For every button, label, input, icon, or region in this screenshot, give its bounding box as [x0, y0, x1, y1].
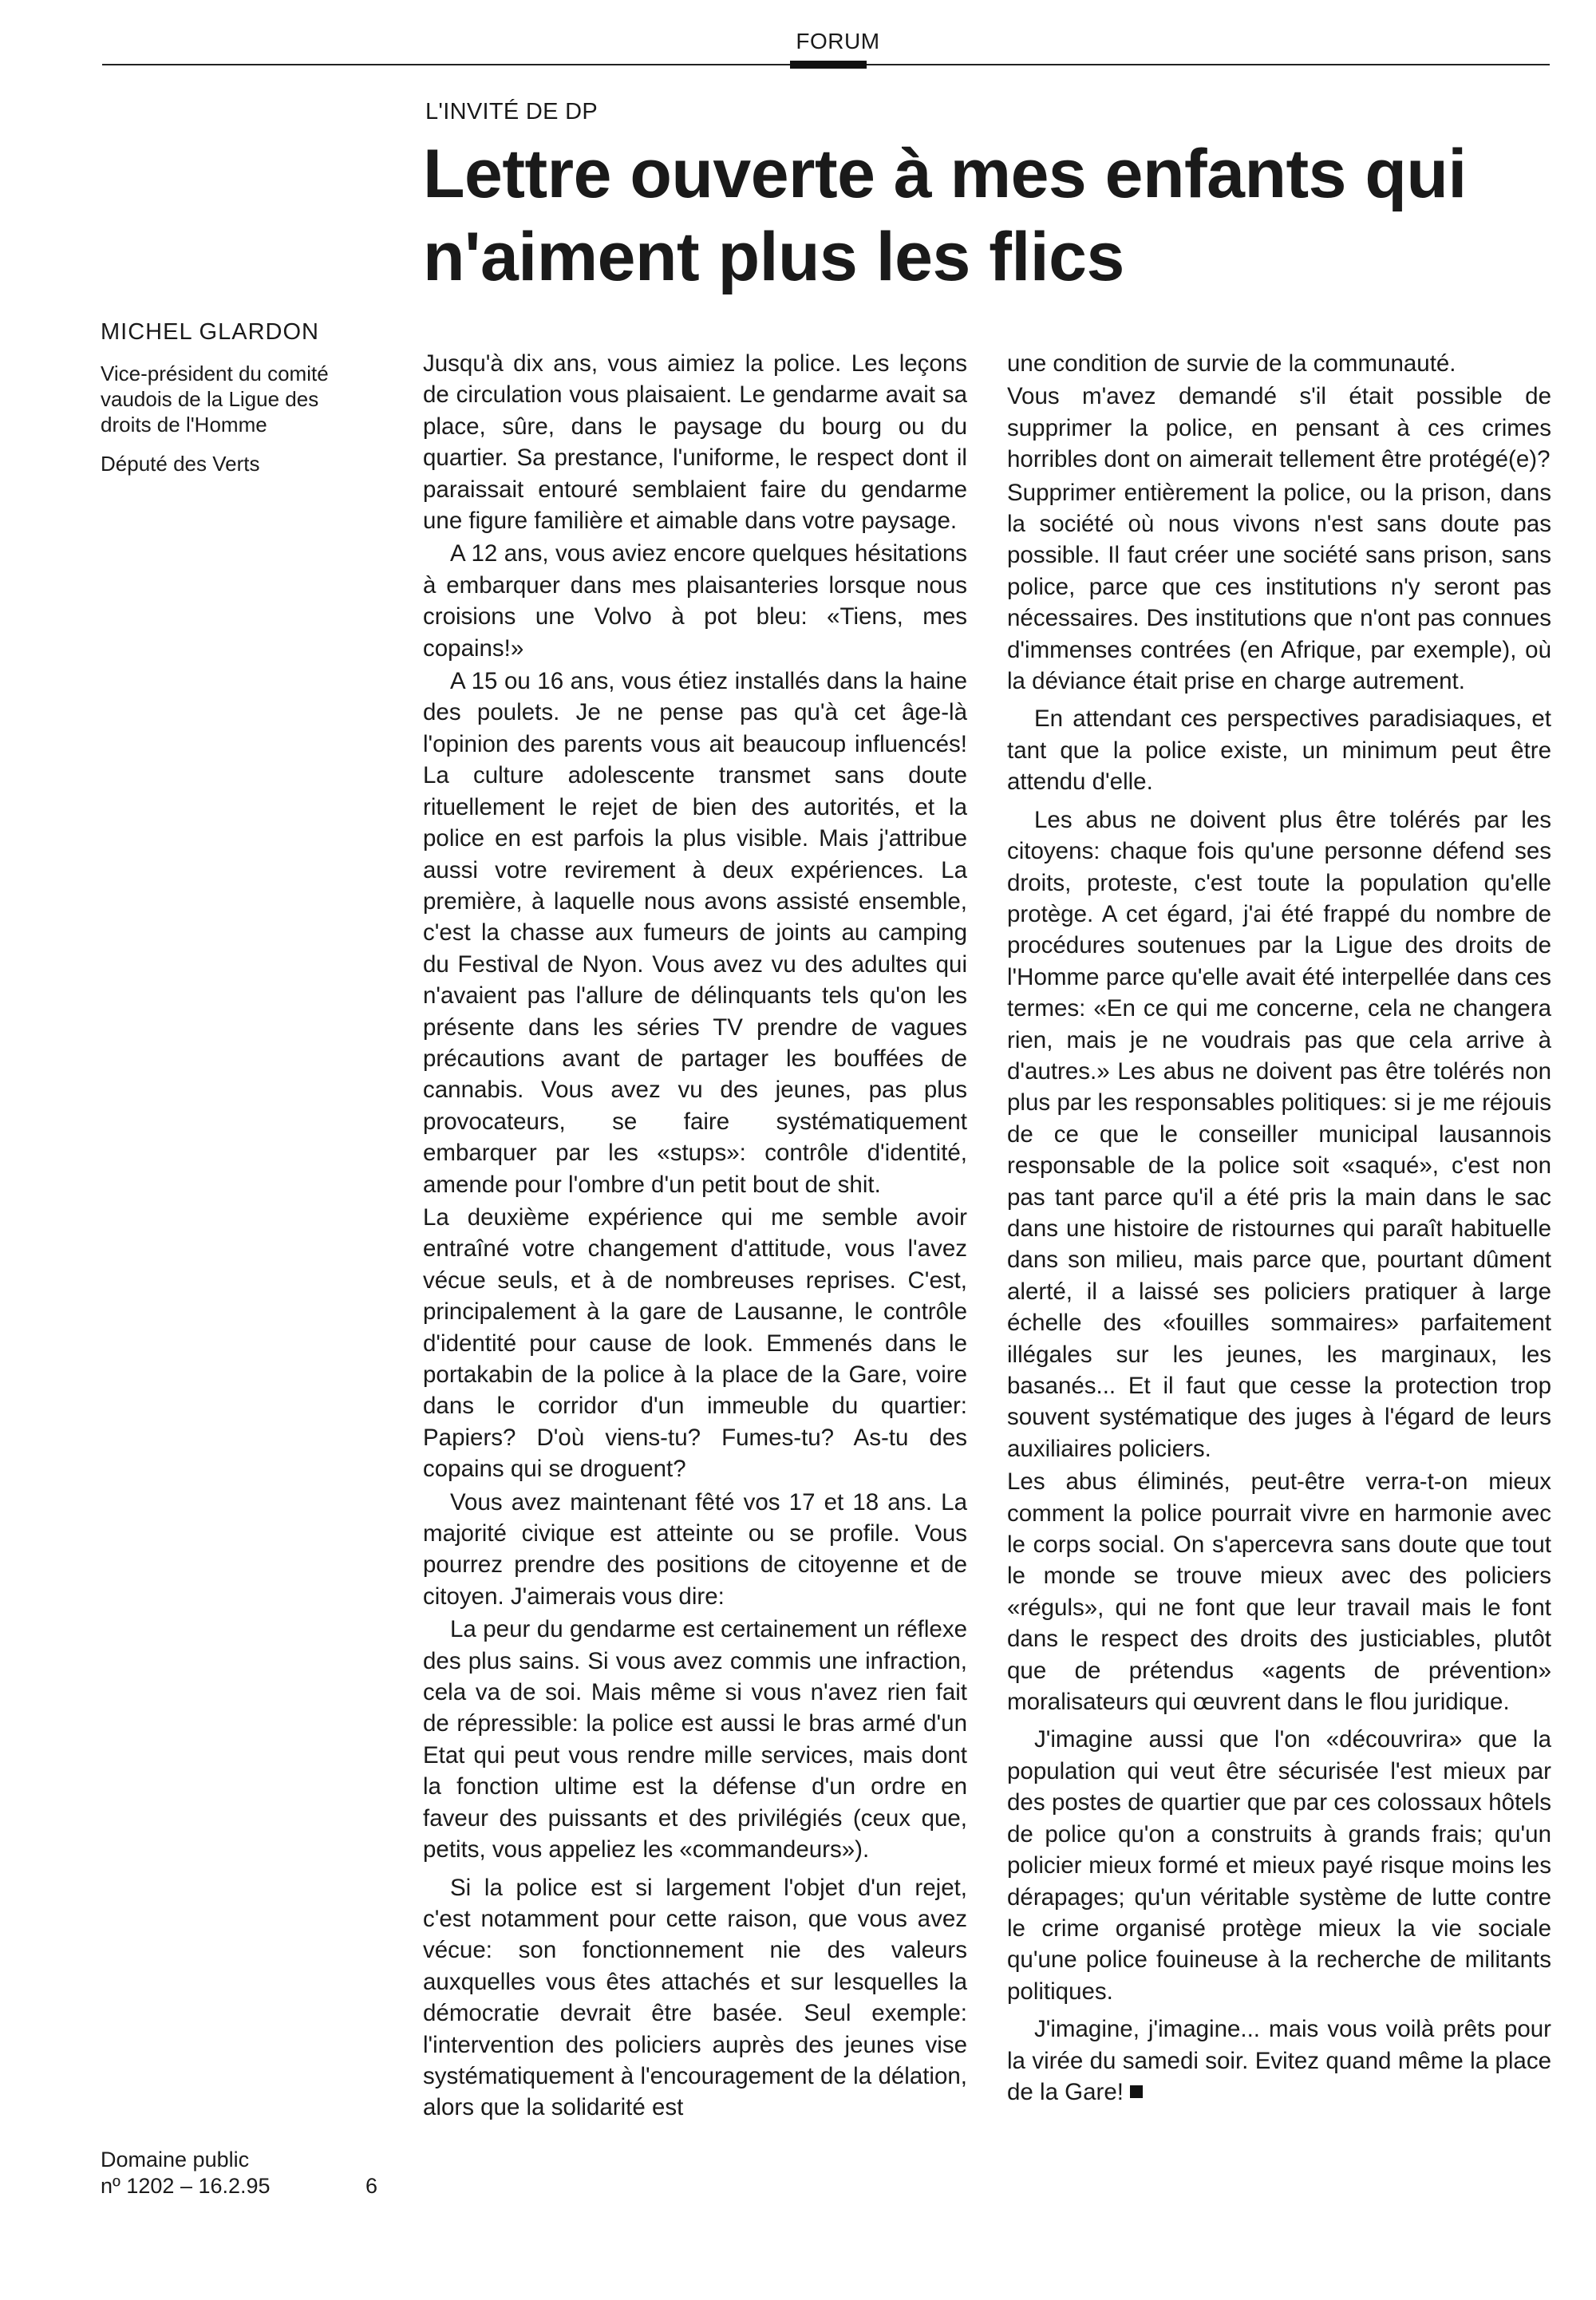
paragraph: Jusqu'à dix ans, vous aimiez la police. Les leçons de circulation vous plaisaient. Le gendarme avait sa place, sûre, dans le paysage du bourg ou du quartier. Sa prestance, l'uniforme, le respect dont il paraissait entouré semblaient faire du gendarme une figure familière et aimable dans votre paysage.: [423, 350, 967, 535]
article-column-1: [423, 348, 967, 2125]
author-role: Vice-président du comité vaudois de la Ligue des droits de l'Homme: [101, 362, 329, 437]
publication-issue: nº 1202 – 16.2.95: [101, 2174, 271, 2198]
article-column-2: [1007, 348, 1551, 2109]
paragraph: une condition de survie de la communauté.: [1007, 350, 1456, 377]
publication-name: Domaine public: [101, 2148, 250, 2172]
paragraph: Vous m'avez demandé s'il était possible de supprimer la police, en pensant à ces crimes horribles dont on aimerait tellement être protégé(e)?: [1007, 383, 1551, 473]
author-name: MICHEL GLARDON: [101, 319, 319, 345]
paragraph: En attendant ces perspectives paradisiaques, et tant que la police existe, un minimum peut être attendu d'elle.: [1007, 705, 1551, 796]
paragraph: La deuxième expérience qui me semble avoir entraîné votre changement d'attitude, vous l'avez vécue seuls, et à de nombreuses reprises. C'est, principalement à la gare de Lausanne, le contrôle d'identité pour cause de look. Emmenés dans le portakabin de la police à la place de la Gare, voire dans le corridor d'un immeuble du quartier: Papiers? D'où viens-tu? Fumes-tu? As-tu des copains qui se droguent?: [423, 1203, 967, 1483]
paragraph: Si la police est si largement l'objet d'un rejet, c'est notamment pour cette raison, que vous avez vécue: son fonctionnement nie des valeurs auxquelles vous êtes attachés et sur lesquelles la démocratie devrait être basée. Seul exemple: l'intervention des policiers auprès des jeunes vise systématiquement à l'encouragement de la délation, alors que la solidarité est: [423, 1874, 967, 2121]
paragraph: Supprimer entièrement la police, ou la prison, dans la société où nous vivons n'est sans doute pas possible. Il faut créer une société sans prison, sans police, parce que ces institutions n'y seront pas nécessaires. Des institutions que n'ont pas connues d'immenses contrées (en Afrique, par exemple), où la déviance était prise en charge autrement.: [1007, 479, 1551, 695]
paragraph: Les abus ne doivent plus être tolérés par les citoyens: chaque fois qu'une personne défend ses droits, proteste, c'est toute la population qu'elle protège. A cet égard, j'ai été frappé du nombre de procédures soutenues par la Ligue des droits de l'Homme parce qu'elle avait été interpellée dans ces termes: «En ce qui me concerne, cela ne changera rien, mais je ne voudrais pas que cela arrive à d'autres.» Les abus ne doivent pas être tolérés non plus par les responsables politiques: si je me réjouis de ce que le conseiller municipal lausannois responsable de la police soit «saqué», c'est non pas tant parce qu'il a été pris la main dans le sac dans une histoire de ristournes qui paraît habituelle dans son milieu, mais parce que, pourtant dûment alerté, il a laissé ses policiers pratiquer à large échelle des «fouilles sommaires» parfaitement illégales sur les jeunes, les marginaux, les basanés... Et il faut que cesse la protection trop souvent systématique des juges à l'égard de leurs auxiliaires policiers.: [1007, 806, 1551, 1462]
section-label: FORUM: [796, 29, 880, 53]
header-rule-accent: [790, 61, 867, 69]
paragraph: Les abus éliminés, peut-être verra-t-on mieux comment la police pourrait vivre en harmonie avec le corps social. On s'apercevra sans doute que tout le monde se trouve mieux avec des policiers «réguls», qui ne font que leur travail mais le font dans le respect des droits des justiciables, plutôt que de prétendus «agents de prévention» moralisateurs qui œuvrent dans le flou juridique.: [1007, 1468, 1551, 1716]
paragraph: A 15 ou 16 ans, vous étiez installés dans la haine des poulets. Je ne pense pas qu'à cet âge-là l'opinion des parents vous ait beaucoup influencés! La culture adolescente transmet sans doute rituellement le rejet de bien des autorités, et la police en est parfois la plus visible. Mais j'attribue aussi votre revirement à deux expériences. La première, à laquelle nous avons assisté ensemble, c'est la chasse aux fumeurs de joints au camping du Festival de Nyon. Vous avez vu des adultes qui n'avaient pas l'allure de délinquants tels qu'on les présente dans les séries TV prendre de vagues précautions avant de partager les bouffées de cannabis. Vous avez vu des jeunes, pas plus provocateurs, se faire systématiquement embarquer par les «stups»: contrôle d'identité, amende pour l'ombre d'un petit bout de shit.: [423, 668, 967, 1198]
article-kicker: L'INVITÉ DE DP: [425, 99, 598, 124]
paragraph: La peur du gendarme est certainement un réflexe des plus sains. Si vous avez commis une infraction, cela va de soi. Mais même si vous n'avez rien fait de répressible: la police est aussi le bras armé d'un Etat qui peut vous rendre mille services, mais dont la fonction ultime est la défense d'un ordre en faveur des puissants et des privilégiés (ceux que, petits, vous appeliez les «commandeurs»).: [423, 1616, 967, 1863]
article-title: Lettre ouverte à mes enfants qui n'aiment plus les flics: [423, 136, 1467, 295]
author-party: Député des Verts: [101, 452, 260, 476]
final-paragraph-text: J'imagine, j'imagine... mais vous voilà prêts pour la virée du samedi soir. Evitez quand même la place de la Gare!: [1007, 2016, 1551, 2105]
paragraph: A 12 ans, vous aviez encore quelques hésitations à embarquer dans mes plaisanteries lorsque nous croisions une Volvo à pot bleu: «Tiens, mes copains!»: [423, 540, 967, 662]
page-number: 6: [365, 2174, 378, 2198]
paragraph: Vous avez maintenant fêté vos 17 et 18 ans. La majorité civique est atteinte ou se profile. Vous pourrez prendre des positions de citoyenne et de citoyen. J'aimerais vous dire:: [423, 1488, 967, 1610]
paragraph-final: [1007, 2013, 1551, 2108]
paragraph: J'imagine aussi que l'on «découvrira» que la population qui veut être sécurisée l'est mieux par des postes de quartier que par ces colossaux hôtels de police qu'on a construits à grands frais; qu'un policier mieux formé et mieux payé risque moins les dérapages; qu'un véritable système de lutte contre le crime organisé protège mieux la vie sociale qu'une police fouineuse à la recherche de militants politiques.: [1007, 1726, 1551, 2005]
end-of-article-mark: [1130, 2085, 1143, 2098]
